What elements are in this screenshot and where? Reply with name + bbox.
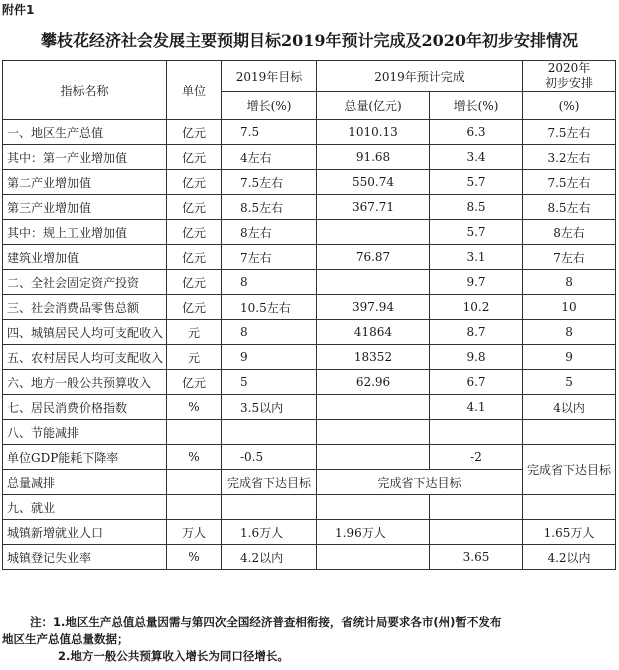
row-name: 四、城镇居民人均可支配收入 [3, 320, 167, 345]
row-plan: 8左右 [523, 220, 616, 245]
footnote-1-cont: 地区生产总值总量数据； [2, 632, 129, 646]
row-name: 八、节能减排 [3, 420, 167, 445]
row-target: 5 [222, 370, 317, 395]
row-unit [167, 470, 222, 495]
row-unit: 亿元 [167, 145, 222, 170]
row-total: 367.71 [317, 195, 430, 220]
row-total: 62.96 [317, 370, 430, 395]
header-plan-pct: (%) [523, 92, 616, 120]
row-growth: 3.65 [430, 545, 523, 570]
header-estimate-total: 总量(亿元) [317, 92, 430, 120]
row-growth: 6.7 [430, 370, 523, 395]
row-growth: 3.1 [430, 245, 523, 270]
row-unit: 亿元 [167, 270, 222, 295]
row-plan: 4.2以内 [523, 545, 616, 570]
row-unit [167, 420, 222, 445]
row-unit: % [167, 395, 222, 420]
row-plan: 10 [523, 295, 616, 320]
row-name: 建筑业增加值 [3, 245, 167, 270]
row-name: 五、农村居民人均可支配收入 [3, 345, 167, 370]
page-title: 攀枝花经济社会发展主要预期目标2019年预计完成及2020年初步安排情况 [40, 31, 579, 50]
row-target: 8 [222, 270, 317, 295]
row-target: 7左右 [222, 245, 317, 270]
row-name: 一、地区生产总值 [3, 120, 167, 145]
row-unit: 亿元 [167, 170, 222, 195]
row-growth: -2 [430, 445, 523, 470]
row-growth: 9.7 [430, 270, 523, 295]
table-row [3, 120, 616, 145]
row-target: 7.5 [222, 120, 317, 145]
row-name: 总量减排 [3, 470, 167, 495]
row-plan: 4以内 [523, 395, 616, 420]
row-total [317, 395, 430, 420]
row-unit: 亿元 [167, 195, 222, 220]
row-name: 城镇登记失业率 [3, 545, 167, 570]
header-target-2019: 2019年目标 [222, 61, 317, 92]
row-target: 4左右 [222, 145, 317, 170]
row-target: 1.6万人 [222, 520, 317, 545]
row-name: 二、全社会固定资产投资 [3, 270, 167, 295]
row-growth [430, 420, 523, 445]
header-plan-2020-line2: 初步安排 [545, 76, 594, 90]
row-target: 8.5左右 [222, 195, 317, 220]
row-growth: 5.7 [430, 220, 523, 245]
row-target: 9 [222, 345, 317, 370]
row-total: 18352 [317, 345, 430, 370]
row-unit: 亿元 [167, 120, 222, 145]
row-target [222, 420, 317, 445]
table-row [3, 195, 616, 220]
row-unit: 元 [167, 345, 222, 370]
table-row [3, 295, 616, 320]
row-growth: 8.5 [430, 195, 523, 220]
row-target: 3.5以内 [222, 395, 317, 420]
row-unit: 亿元 [167, 295, 222, 320]
row-growth: 3.4 [430, 145, 523, 170]
row-plan [523, 495, 616, 520]
table-row [3, 345, 616, 370]
row-unit: 元 [167, 320, 222, 345]
row-total [317, 495, 430, 520]
table-row [3, 220, 616, 245]
table-row [3, 495, 616, 520]
row-name: 第三产业增加值 [3, 195, 167, 220]
row-estimate: 完成省下达目标 [317, 470, 523, 495]
row-unit: 亿元 [167, 370, 222, 395]
row-growth: 5.7 [430, 170, 523, 195]
row-name: 其中：规上工业增加值 [3, 220, 167, 245]
row-name: 六、地方一般公共预算收入 [3, 370, 167, 395]
header-estimate-growth: 增长(%) [430, 92, 523, 120]
table-row [3, 145, 616, 170]
row-unit: 亿元 [167, 245, 222, 270]
header-plan-2020 [523, 61, 616, 92]
row-plan: 8 [523, 320, 616, 345]
row-name: 单位GDP能耗下降率 [3, 445, 167, 470]
row-total [317, 270, 430, 295]
row-name: 九、就业 [3, 495, 167, 520]
row-total: 397.94 [317, 295, 430, 320]
table-row [3, 445, 616, 470]
row-total: 1010.13 [317, 120, 430, 145]
row-unit: % [167, 445, 222, 470]
table-row [3, 520, 616, 545]
row-total [317, 220, 430, 245]
row-unit: 亿元 [167, 220, 222, 245]
table-row [3, 370, 616, 395]
header-target-growth: 增长(%) [222, 92, 317, 120]
row-total: 1.96万人 [317, 520, 430, 545]
header-estimate-2019: 2019年预计完成 [317, 61, 523, 92]
table-row [3, 270, 616, 295]
table-row [3, 545, 616, 570]
table-row [3, 245, 616, 270]
table-row [3, 320, 616, 345]
row-total: 91.68 [317, 145, 430, 170]
table-row [3, 395, 616, 420]
row-total [317, 420, 430, 445]
row-target [222, 495, 317, 520]
header-plan-2020-line1: 2020年 [547, 61, 591, 75]
footnote-1: 注：1.地区生产总值总量因需与第四次全国经济普查相衔接，省统计局要求各市(州)暂不发布 [30, 615, 502, 629]
row-name: 三、社会消费品零售总额 [3, 295, 167, 320]
row-target: 10.5左右 [222, 295, 317, 320]
row-target: 7.5左右 [222, 170, 317, 195]
row-unit: 万人 [167, 520, 222, 545]
row-target: 8左右 [222, 220, 317, 245]
row-plan: 7左右 [523, 245, 616, 270]
row-total [317, 445, 430, 470]
row-plan: 9 [523, 345, 616, 370]
targets-table [2, 60, 616, 570]
header-unit: 单位 [167, 61, 222, 120]
table-row [3, 170, 616, 195]
row-growth: 4.1 [430, 395, 523, 420]
footnotes [2, 614, 614, 665]
footnote-2: 2.地方一般公共预算收入增长为同口径增长。 [58, 649, 289, 663]
row-growth: 8.7 [430, 320, 523, 345]
row-total: 41864 [317, 320, 430, 345]
row-growth [430, 520, 523, 545]
row-plan: 完成省下达目标 [523, 445, 616, 495]
attachment-label: 附件1 [2, 3, 35, 17]
row-plan: 7.5左右 [523, 120, 616, 145]
row-plan: 5 [523, 370, 616, 395]
row-growth: 10.2 [430, 295, 523, 320]
row-total [317, 545, 430, 570]
row-plan: 8 [523, 270, 616, 295]
table-row [3, 420, 616, 445]
row-unit: % [167, 545, 222, 570]
row-plan: 3.2左右 [523, 145, 616, 170]
row-target: 8 [222, 320, 317, 345]
row-growth: 6.3 [430, 120, 523, 145]
header-indicator: 指标名称 [3, 61, 167, 120]
row-plan [523, 420, 616, 445]
row-target: 完成省下达目标 [222, 470, 317, 495]
row-total: 76.87 [317, 245, 430, 270]
row-target: -0.5 [222, 445, 317, 470]
row-growth [430, 495, 523, 520]
row-plan: 1.65万人 [523, 520, 616, 545]
row-plan: 8.5左右 [523, 195, 616, 220]
row-unit [167, 495, 222, 520]
row-name: 第二产业增加值 [3, 170, 167, 195]
row-growth: 9.8 [430, 345, 523, 370]
row-name: 城镇新增就业人口 [3, 520, 167, 545]
row-total: 550.74 [317, 170, 430, 195]
row-name: 其中：第一产业增加值 [3, 145, 167, 170]
row-plan: 7.5左右 [523, 170, 616, 195]
row-name: 七、居民消费价格指数 [3, 395, 167, 420]
row-target: 4.2以内 [222, 545, 317, 570]
